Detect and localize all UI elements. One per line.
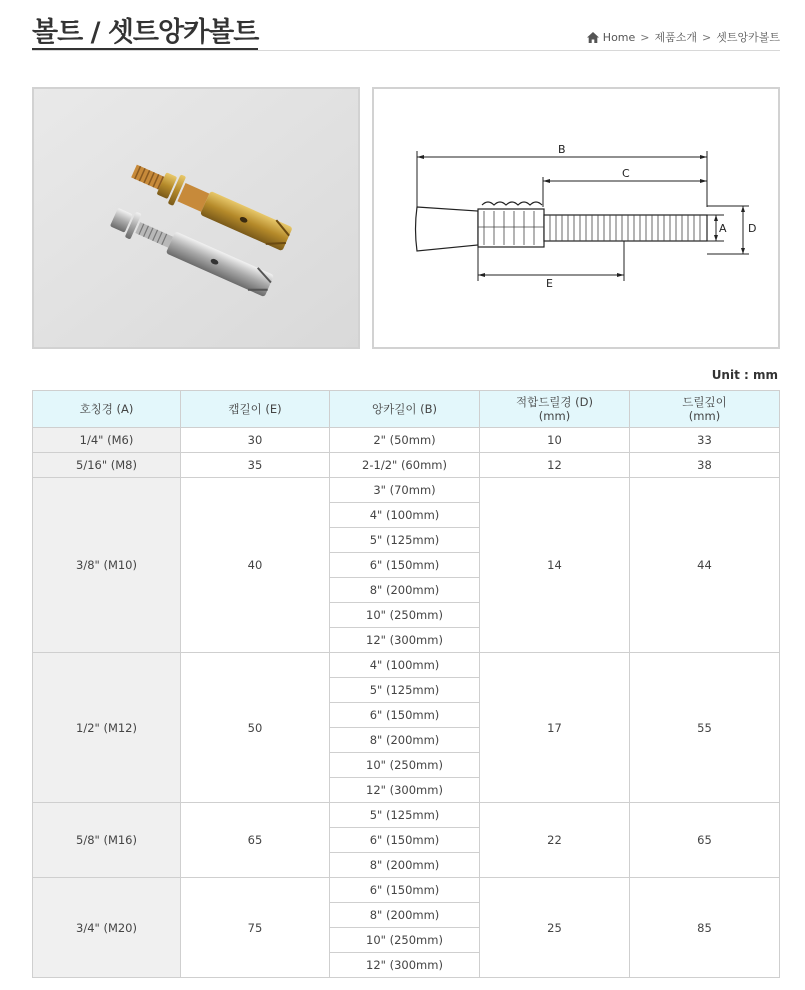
anchor-length-cell: 5" (125mm) — [330, 528, 480, 553]
drill-diameter-cell: 14 — [480, 478, 630, 653]
anchor-length-cell: 10" (250mm) — [330, 753, 480, 778]
cap-length-cell: 35 — [181, 453, 330, 478]
table-row — [33, 653, 780, 678]
cap-length-cell: 40 — [181, 478, 330, 653]
anchor-bolt-photo — [34, 89, 358, 347]
dimension-b-label: B — [558, 143, 566, 156]
anchor-length-cell: 6" (150mm) — [330, 828, 480, 853]
chevron-right-icon: > — [702, 30, 712, 44]
anchor-length-cell: 8" (200mm) — [330, 578, 480, 603]
dimension-c-label: C — [622, 167, 630, 180]
anchor-length-cell: 6" (150mm) — [330, 878, 480, 903]
nominal-size-cell: 5/8" (M16) — [33, 803, 181, 878]
header-divider — [32, 50, 780, 51]
breadcrumb-current[interactable]: 셋트앙카볼트 — [716, 31, 780, 44]
anchor-length-cell: 4" (100mm) — [330, 503, 480, 528]
drill-diameter-cell: 25 — [480, 878, 630, 978]
breadcrumb — [587, 29, 780, 45]
anchor-length-cell: 2" (50mm) — [330, 428, 480, 453]
cap-length-cell: 65 — [181, 803, 330, 878]
chevron-right-icon: > — [640, 30, 650, 44]
drill-diameter-cell: 17 — [480, 653, 630, 803]
header-anchor-length: 앙카길이 (B) — [330, 391, 480, 428]
nominal-size-cell: 1/2" (M12) — [33, 653, 181, 803]
dimension-e-label: E — [546, 277, 553, 290]
unit-label: Unit : mm — [711, 368, 778, 382]
anchor-length-cell: 3" (70mm) — [330, 478, 480, 503]
header-nominal-size: 호칭경 (A) — [33, 391, 181, 428]
page-title: 볼트 / 셋트앙카볼트 — [32, 17, 259, 48]
anchor-length-cell: 4" (100mm) — [330, 653, 480, 678]
dimension-d-label: D — [748, 222, 757, 235]
nominal-size-cell: 5/16" (M8) — [33, 453, 181, 478]
spec-table — [32, 390, 780, 978]
drill-depth-cell: 65 — [630, 803, 780, 878]
header-drill-diameter: 적합드릴경 (D) (mm) — [480, 391, 630, 428]
page-header — [32, 0, 780, 54]
anchor-length-cell: 12" (300mm) — [330, 953, 480, 978]
breadcrumb-home[interactable]: Home — [602, 30, 636, 44]
drill-depth-cell: 85 — [630, 878, 780, 978]
table-header-row — [33, 391, 780, 428]
anchor-length-cell: 10" (250mm) — [330, 928, 480, 953]
anchor-length-cell: 6" (150mm) — [330, 553, 480, 578]
anchor-length-cell: 2-1/2" (60mm) — [330, 453, 480, 478]
anchor-length-cell: 8" (200mm) — [330, 853, 480, 878]
cap-length-cell: 75 — [181, 878, 330, 978]
header-drill-depth: 드릴깊이 (mm) — [630, 391, 780, 428]
anchor-length-cell: 10" (250mm) — [330, 603, 480, 628]
anchor-length-cell: 5" (125mm) — [330, 678, 480, 703]
home-icon[interactable] — [587, 32, 599, 43]
anchor-length-cell: 12" (300mm) — [330, 778, 480, 803]
table-row — [33, 878, 780, 903]
drill-diameter-cell: 12 — [480, 453, 630, 478]
dimension-diagram — [372, 87, 780, 349]
cap-length-cell: 30 — [181, 428, 330, 453]
dimension-a-label: A — [719, 222, 727, 235]
anchor-length-cell: 6" (150mm) — [330, 703, 480, 728]
anchor-bolt-drawing — [374, 89, 778, 347]
table-row — [33, 803, 780, 828]
drill-depth-cell: 55 — [630, 653, 780, 803]
breadcrumb-products[interactable]: 제품소개 — [654, 31, 698, 44]
anchor-length-cell: 12" (300mm) — [330, 628, 480, 653]
nominal-size-cell: 3/4" (M20) — [33, 878, 181, 978]
table-row — [33, 453, 780, 478]
anchor-length-cell: 8" (200mm) — [330, 903, 480, 928]
cap-length-cell: 50 — [181, 653, 330, 803]
drill-depth-cell: 44 — [630, 478, 780, 653]
header-cap-length: 캡길이 (E) — [181, 391, 330, 428]
product-photo — [32, 87, 360, 349]
nominal-size-cell: 3/8" (M10) — [33, 478, 181, 653]
nominal-size-cell: 1/4" (M6) — [33, 428, 181, 453]
table-row — [33, 478, 780, 503]
drill-depth-cell: 33 — [630, 428, 780, 453]
drill-diameter-cell: 10 — [480, 428, 630, 453]
drill-diameter-cell: 22 — [480, 803, 630, 878]
anchor-length-cell: 5" (125mm) — [330, 803, 480, 828]
table-row — [33, 428, 780, 453]
anchor-length-cell: 8" (200mm) — [330, 728, 480, 753]
drill-depth-cell: 38 — [630, 453, 780, 478]
